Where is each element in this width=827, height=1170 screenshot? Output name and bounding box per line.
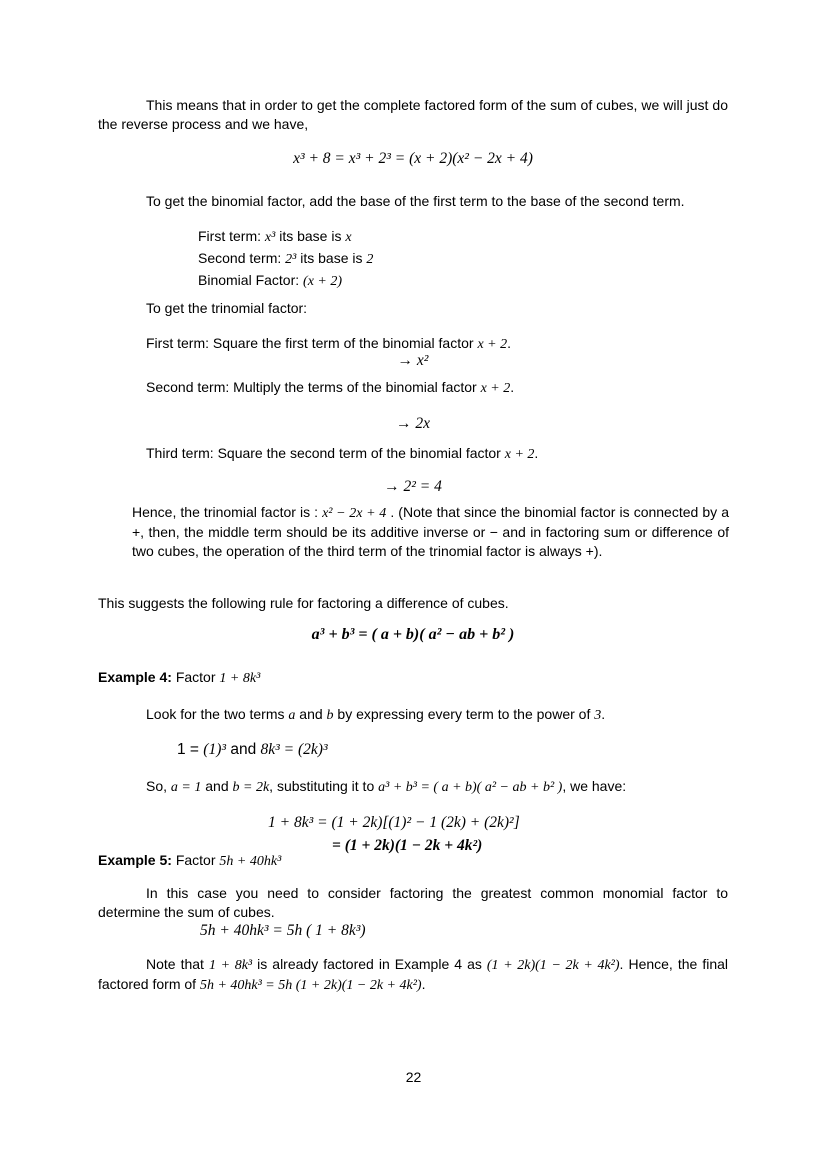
text-run: its base is <box>296 250 367 266</box>
math-run: x³ + 8 = x³ + 2³ = (x + 2)(x² − 2x + 4) <box>293 150 533 167</box>
math-run: → x² <box>397 352 429 369</box>
math-run: = (1 + 2k)(1 − 2k + 4k²) <box>332 837 483 854</box>
paragraph-trinomial-intro <box>146 299 307 318</box>
math-run: x³ <box>264 230 276 245</box>
equation-work-line-2 <box>332 836 482 855</box>
text-run: Third term: Square the second term of the binomial factor <box>146 445 505 461</box>
math-run: 2³ <box>285 252 297 267</box>
math-run: 5h + 40hk³ = 5h (1 + 2k)(1 − 2k + 4k²) <box>199 978 422 993</box>
text-run: This suggests the following rule for factoring a difference of cubes. <box>98 595 509 611</box>
math-run: a <box>288 708 296 723</box>
math-run: a = 1 <box>170 780 202 795</box>
text-run: 1 = <box>177 741 204 758</box>
text-run: . <box>510 379 515 395</box>
math-run: (1)³ <box>203 741 227 758</box>
text-run: Binomial Factor: <box>198 272 304 288</box>
math-run: a³ + b³ = ( a + b)( a² − ab + b² ) <box>378 780 563 795</box>
text-run: Hence, the trinomial factor is : <box>132 504 323 520</box>
paragraph-look-for-terms <box>146 705 605 725</box>
text-run: Factor <box>171 852 220 868</box>
result-arrow-x-squared <box>98 351 728 370</box>
math-run: 1 + 8k³ = (1 + 2k)[(1)² − 1 (2k) + (2k)²] <box>268 814 520 831</box>
equation-sum-of-cubes <box>98 149 728 168</box>
math-run: a³ + b³ = ( a + b)( a² − ab + b² ) <box>311 626 515 643</box>
heading-example-5 <box>98 851 281 871</box>
math-run: (1 + 2k)(1 − 2k + 4k²) <box>486 958 620 973</box>
text-run: . (Note that since the binomial factor is connected by a +, then, the middle term should be its additive inverse or − and in factoring sum or difference of two cubes, the operation of the third term of the trinomial factor is always +). <box>132 504 729 559</box>
heading-example-4 <box>98 668 260 688</box>
binomial-steps-block <box>198 226 373 292</box>
line-binomial-factor <box>198 270 373 292</box>
math-run: b = 2k <box>232 780 270 795</box>
text-run: its base is <box>275 228 346 244</box>
result-arrow-2-squared <box>98 477 728 496</box>
math-run: x + 2 <box>477 337 508 352</box>
text-run: Second term: <box>198 250 286 266</box>
math-run: → 2² = 4 <box>384 478 442 495</box>
text-run: To get the trinomial factor: <box>146 300 308 316</box>
math-run: 2 <box>366 252 374 267</box>
text-run: is already factored in Example 4 as <box>252 956 487 972</box>
text-run: This means that in order to get the complete factored form of the sum of cubes, we will just do the reverse process and we have, <box>98 97 728 132</box>
text-run: and <box>226 741 261 758</box>
text-run: First term: <box>198 228 265 244</box>
math-run: x + 2 <box>504 447 535 462</box>
math-run: x² − 2x + 4 <box>322 506 387 521</box>
math-run: 1 + 8k³ <box>208 958 253 973</box>
line-second-term-multiply <box>146 378 514 398</box>
text-run: . Hence, the final factored form of <box>98 956 729 992</box>
text-run: , substituting it to <box>269 778 379 794</box>
text-run: and <box>201 778 233 794</box>
math-run: 1 + 8k³ <box>219 671 261 686</box>
text-run: So, <box>146 778 171 794</box>
math-run: x + 2 <box>480 381 511 396</box>
equation-gcf-factored <box>200 921 366 940</box>
text-run: . <box>507 335 512 351</box>
math-run: → 2x <box>395 415 430 432</box>
math-run: b <box>326 708 334 723</box>
text-run: . <box>534 445 539 461</box>
paragraph-note-final <box>98 955 728 995</box>
text-run: First term: Square the first term of the binomial factor <box>146 335 478 351</box>
equation-express-powers <box>177 740 328 759</box>
line-first-term-base <box>198 226 373 248</box>
equation-cubes-rule <box>98 625 728 644</box>
equation-work-line-1 <box>268 813 520 832</box>
math-run: x <box>345 230 352 245</box>
text-run: Example 5: <box>98 852 172 868</box>
paragraph-suggests-rule <box>98 594 509 613</box>
paragraph-hence-trinomial <box>132 503 729 561</box>
text-run: . <box>421 976 426 992</box>
math-run: 8k³ = (2k)³ <box>260 741 328 758</box>
text-run: Example 4: <box>98 669 172 685</box>
result-arrow-2x <box>98 414 728 433</box>
text-run: Factor <box>171 669 220 685</box>
text-run: Note that <box>146 956 209 972</box>
math-run: (x + 2) <box>303 274 343 289</box>
text-run: Look for the two terms <box>146 706 289 722</box>
text-run: In this case you need to consider factoring the greatest common monomial factor to determine the sum of cubes. <box>98 885 728 920</box>
paragraph-substitute <box>146 777 626 797</box>
text-run: Second term: Multiply the terms of the binomial factor <box>146 379 481 395</box>
line-second-term-base <box>198 248 373 270</box>
text-run: To get the binomial factor, add the base of the first term to the base of the second term. <box>146 193 685 209</box>
math-run: 5h + 40hk³ <box>219 854 282 869</box>
paragraph-binomial-intro <box>146 192 685 211</box>
paragraph-gcf <box>98 884 728 922</box>
paragraph-intro <box>98 96 728 134</box>
math-run: 3 <box>594 708 602 723</box>
text-run: and <box>295 706 327 722</box>
math-run: 5h + 40hk³ = 5h ( 1 + 8k³) <box>200 922 366 939</box>
page-number: 22 <box>405 1069 422 1085</box>
text-run: , we have: <box>562 778 627 794</box>
text-run: by expressing every term to the power of <box>333 706 595 722</box>
text-run: . <box>601 706 606 722</box>
line-third-term-square <box>146 444 538 464</box>
